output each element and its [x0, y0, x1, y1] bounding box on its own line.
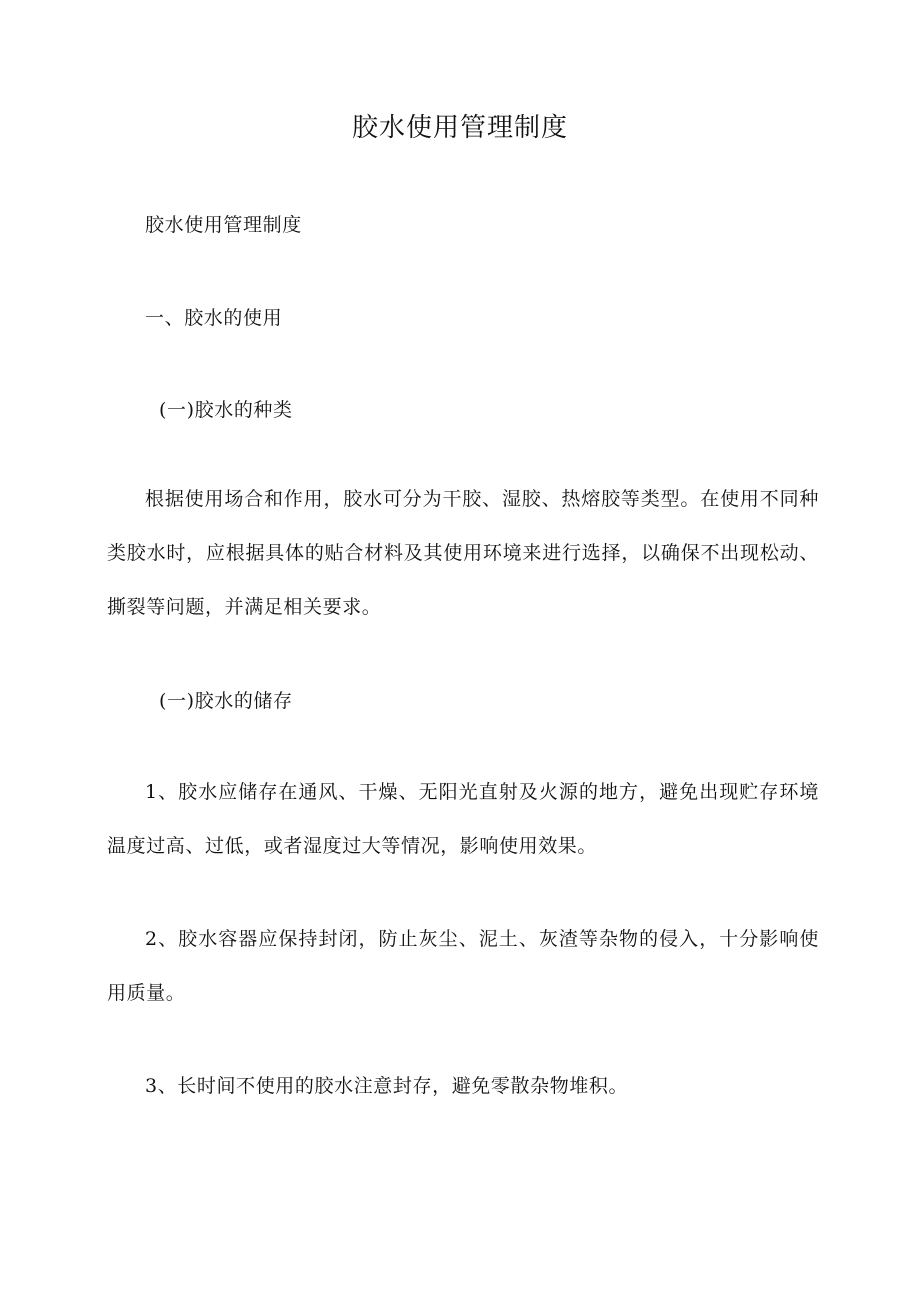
section-heading-usage: 一、胶水的使用	[145, 307, 283, 329]
paragraph-types-body: 根据使用场合和作用，胶水可分为干胶、湿胶、热熔胶等类型。在使用不同种类胶水时，应根据具体的贴合材料及其使用环境来进行选择，以确保不出现松动、撕裂等问题，并满足相关要求。	[107, 488, 819, 618]
subsection-heading-storage: (一)胶水的储存	[159, 690, 293, 712]
paragraph-storage-item-1: 1、胶水应储存在通风、干燥、无阳光直射及火源的地方，避免出现贮存环境温度过高、过低，或者湿度过大等情况，影响使用效果。	[107, 781, 819, 857]
subsection-heading-types: (一)胶水的种类	[159, 399, 293, 421]
paragraph-subtitle: 胶水使用管理制度	[145, 214, 302, 236]
paragraph-storage-item-3: 3、长时间不使用的胶水注意封存，避免零散杂物堆积。	[145, 1075, 629, 1097]
paragraph-storage-item-2: 2、胶水容器应保持封闭，防止灰尘、泥土、灰渣等杂物的侵入，十分影响使用质量。	[107, 928, 819, 1004]
document-title: 胶水使用管理制度	[351, 113, 568, 143]
